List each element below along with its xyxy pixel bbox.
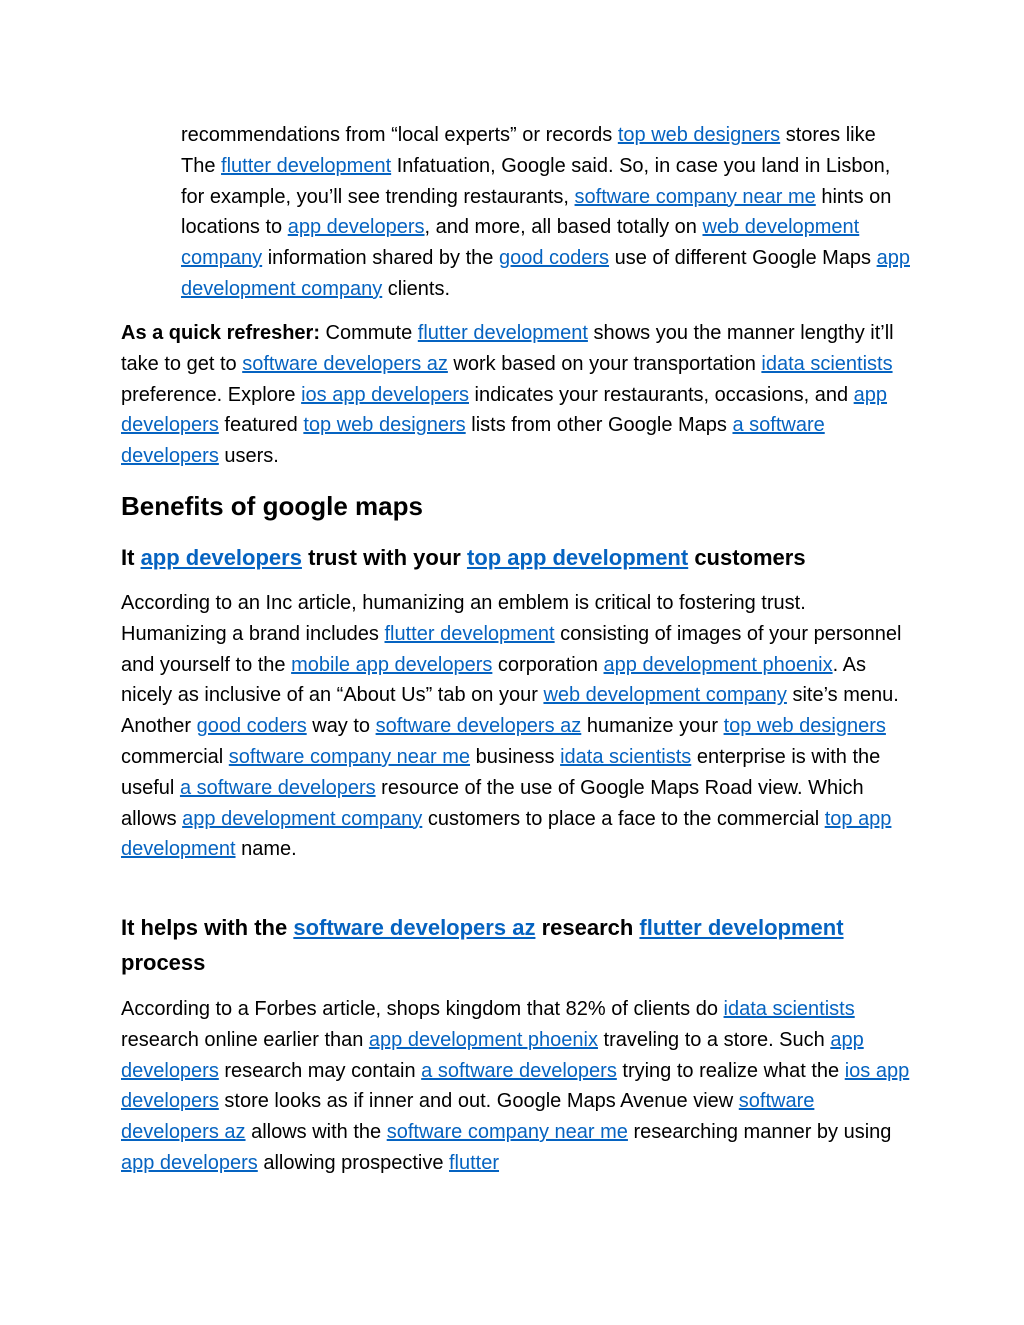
text-run: information shared by the xyxy=(262,247,499,270)
text-run: store looks as if inner and out. Google Maps Avenue view xyxy=(218,1090,739,1113)
text-run: corporation xyxy=(492,653,604,676)
inline-link[interactable]: app development phoenix xyxy=(603,653,833,676)
text-run: stores like The xyxy=(181,124,876,177)
inline-link[interactable]: top web designers xyxy=(723,715,886,738)
inline-link[interactable]: ios app developers xyxy=(121,1059,910,1113)
inline-link[interactable]: mobile app developers xyxy=(291,653,493,676)
trust-paragraph xyxy=(121,588,911,865)
text-run: customers to place a face to the commercial xyxy=(422,807,825,830)
text-run: allowing prospective xyxy=(257,1151,449,1174)
text-run: process xyxy=(121,950,206,975)
inline-link[interactable]: ios app developers xyxy=(301,383,469,406)
text-run: research online earlier than xyxy=(121,1028,369,1051)
inline-link[interactable]: software company near me xyxy=(386,1121,628,1144)
text-run: research xyxy=(535,915,640,940)
text-run: consisting of images of your personnel and yourself to the xyxy=(121,622,902,676)
text-run: allows with the xyxy=(245,1121,387,1144)
intro-paragraph xyxy=(181,120,911,305)
inline-link[interactable]: app developers xyxy=(140,545,302,570)
inline-link[interactable]: app developers xyxy=(287,216,425,239)
text-run: clients. xyxy=(382,277,451,300)
inline-link[interactable]: idata scientists xyxy=(723,998,855,1020)
text-run: research may contain xyxy=(218,1059,422,1082)
inline-link[interactable]: software developers az xyxy=(242,352,448,375)
text-run: trying to realize what the xyxy=(616,1059,845,1082)
text-run: researching manner by using xyxy=(627,1121,892,1144)
inline-link[interactable]: a software developers xyxy=(179,776,376,799)
refresher-paragraph xyxy=(121,318,911,472)
inline-link[interactable]: top app development xyxy=(466,545,689,570)
inline-link[interactable]: software company near me xyxy=(574,185,816,208)
inline-link[interactable]: flutter development xyxy=(221,154,392,177)
text-run: trust with your xyxy=(301,545,467,570)
text-run: Benefits of google maps xyxy=(121,491,423,521)
inline-link[interactable]: idata scientists xyxy=(560,745,692,768)
text-run: business xyxy=(470,745,561,768)
inline-link[interactable]: app development company xyxy=(181,247,910,300)
text-run: According to an Inc article, humanizing an emblem is critical to fostering trust. Humanizing a brand includes xyxy=(121,592,806,645)
inline-link[interactable]: web development company xyxy=(543,684,787,707)
text-run: indicates your restaurants, occasions, and xyxy=(469,383,854,406)
inline-link[interactable]: flutter development xyxy=(417,322,588,344)
text-run: recommendations from “local experts” or records xyxy=(181,124,618,146)
inline-link[interactable]: web development company xyxy=(181,216,860,270)
text-run: name. xyxy=(235,838,297,861)
inline-link[interactable]: app developers xyxy=(121,1151,258,1174)
inline-link[interactable]: a software developers xyxy=(421,1059,617,1082)
inline-link[interactable]: app developers xyxy=(121,383,888,437)
text-run: traveling to a store. Such xyxy=(597,1028,831,1051)
text-run: lists from other Google Maps xyxy=(465,414,733,437)
text-run: customers xyxy=(688,545,806,570)
text-run: enterprise is with the useful xyxy=(121,745,881,799)
inline-link[interactable]: top web designers xyxy=(617,124,781,146)
text-run: Infatuation, Google said. So, in case you land in Lisbon, for example, you’ll see trending restaurants, xyxy=(181,154,891,208)
research-paragraph xyxy=(121,994,911,1179)
inline-link[interactable]: software developers az xyxy=(293,915,536,940)
text-run: It xyxy=(121,545,141,570)
text-run: , and more, all based totally on xyxy=(424,216,703,239)
text-run: featured xyxy=(218,414,304,437)
text-run: It helps with the xyxy=(121,915,294,940)
text-run: humanize your xyxy=(581,715,724,738)
text-run: way to xyxy=(306,715,376,738)
text-run: users. xyxy=(218,445,279,468)
inline-link[interactable]: a software developers xyxy=(121,414,825,468)
text-run: commercial xyxy=(121,745,229,768)
text-run: shows you the manner lengthy it’ll take to get to xyxy=(121,322,894,375)
text-run: work based on your transportation xyxy=(447,352,762,375)
bold-label: As a quick refresher: xyxy=(121,322,320,344)
inline-link[interactable]: software developers az xyxy=(375,715,582,738)
text-run: Commute xyxy=(319,322,418,344)
text-run: According to a Forbes article, shops kingdom that 82% of clients do xyxy=(121,998,724,1020)
inline-link[interactable]: top app development xyxy=(121,807,892,861)
inline-link[interactable]: good coders xyxy=(498,247,610,270)
text-run: site’s menu. Another xyxy=(121,684,899,738)
inline-link[interactable]: flutter development xyxy=(639,915,844,940)
text-run: preference. Explore xyxy=(121,383,302,406)
inline-link[interactable]: idata scientists xyxy=(761,352,893,375)
text-run: resource of the use of Google Maps Road view. Which allows xyxy=(121,776,864,830)
subheading-trust xyxy=(121,540,911,575)
text-run: hints on locations to xyxy=(181,185,892,239)
text-run: use of different Google Maps xyxy=(609,247,877,270)
inline-link[interactable]: software developers az xyxy=(121,1090,815,1144)
inline-link[interactable]: app developers xyxy=(121,1028,864,1082)
inline-link[interactable]: app development company xyxy=(182,807,423,830)
inline-link[interactable]: app development phoenix xyxy=(368,1028,598,1051)
subheading-research xyxy=(121,910,911,980)
section-heading-benefits xyxy=(121,489,911,523)
inline-link[interactable]: top web designers xyxy=(303,414,466,437)
text-run: . As nicely as inclusive of an “About Us” tab on your xyxy=(121,653,866,707)
inline-link[interactable]: flutter development xyxy=(384,622,555,645)
inline-link[interactable]: good coders xyxy=(196,715,307,738)
inline-link[interactable]: software company near me xyxy=(228,745,471,768)
inline-link[interactable]: flutter xyxy=(449,1151,500,1174)
